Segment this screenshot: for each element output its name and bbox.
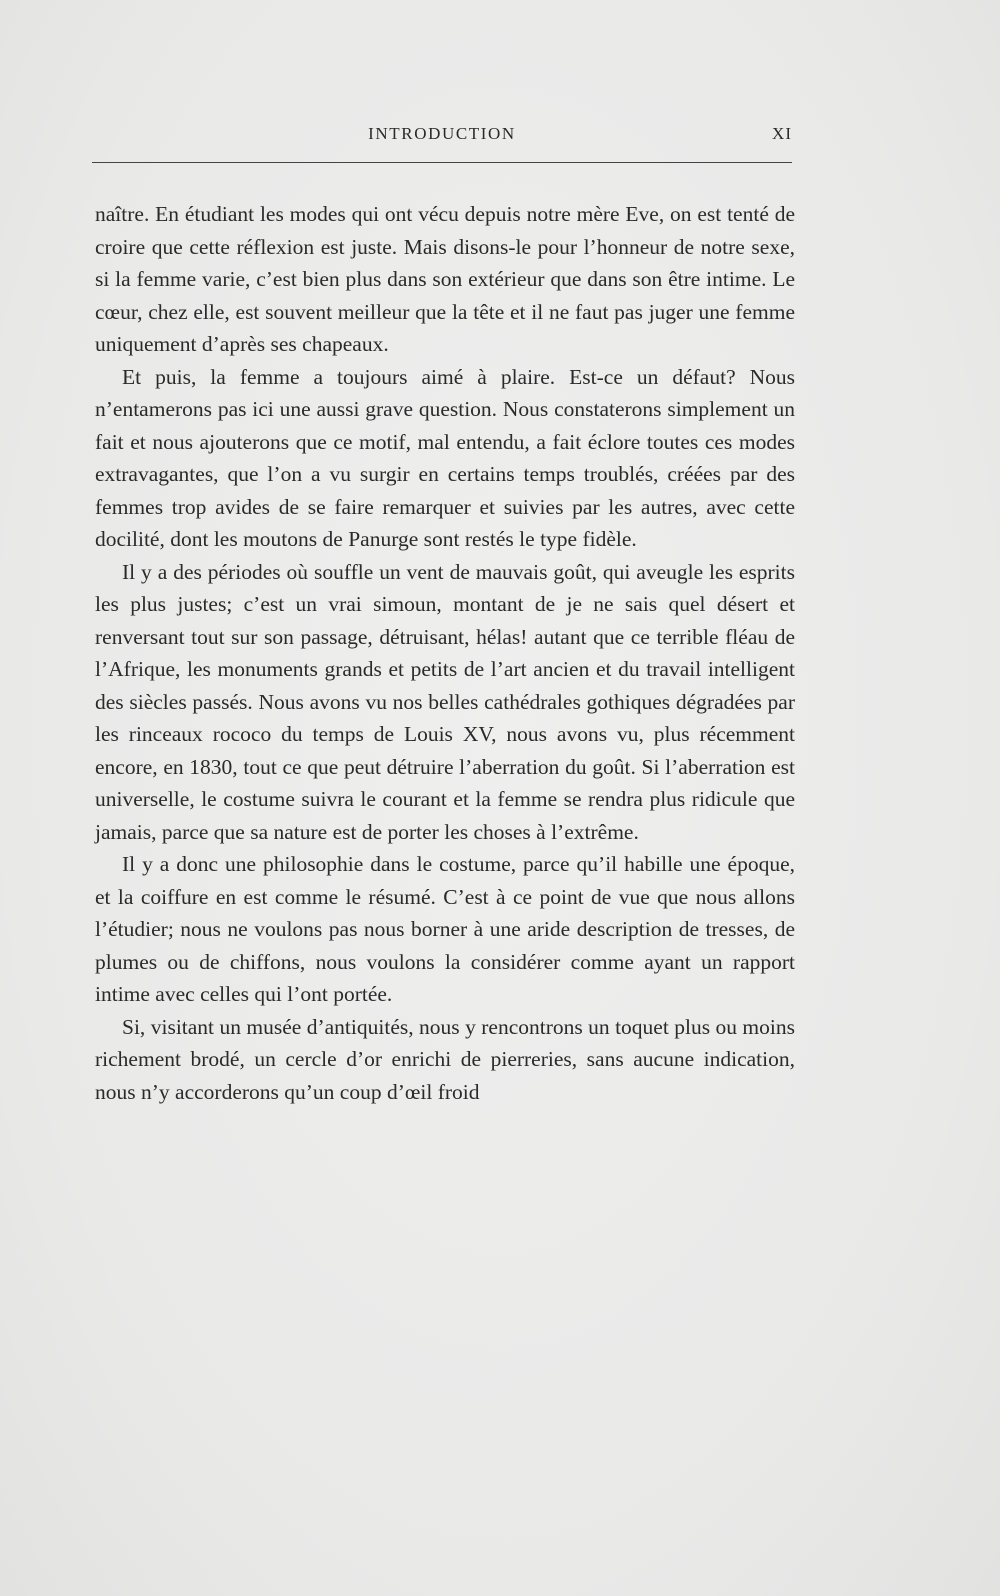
header-rule: [92, 162, 792, 163]
paragraph-1: naître. En étudiant les modes qui ont vécu depuis notre mère Eve, on est tenté de croire que cette réflexion est juste. Mais disons-le pour l’honneur de notre sexe, si la femme varie, c’est bien plus dans son extérieur que dans son être intime. Le cœur, chez elle, est souvent meilleur que la tête et il ne faut pas juger une femme uniquement d’après ses chapeaux.: [95, 202, 795, 356]
paragraph-5: Si, visitant un musée d’antiquités, nous y rencontrons un toquet plus ou moins richement brodé, un cercle d’or enrichi de pierreries, sans aucune indication, nous n’y accorderons qu’un coup d’œil froid: [95, 1014, 795, 1104]
page-number: XI: [772, 124, 792, 143]
paragraph-3: Il y a des périodes où souffle un vent de mauvais goût, qui aveugle les esprits les plus justes; c’est un vrai simoun, montant de je ne sais quel désert et renversant tout sur son passage, détruisant, hélas! autant que ce terrible fléau de l’Afrique, les monuments grands et petits de l’art ancien et du travail intelligent des siècles passés. Nous avons vu nos belles cathédrales gothiques dégradées par les rinceaux rococo du temps de Louis XV, nous avons vu, plus récemment encore, en 1830, tout ce que peut détruire l’aberration du goût. Si l’aberration est universelle, le costume suivra le courant et la femme se rendra plus ridicule que jamais, parce que sa nature est de porter les choses à l’extrême.: [95, 559, 795, 844]
paragraph-4: Il y a donc une philosophie dans le costume, parce qu’il habille une époque, et la coiffure en est comme le résumé. C’est à ce point de vue que nous allons l’étudier; nous ne voulons pas nous borner à une aride description de tresses, de plumes ou de chiffons, nous voulons la considérer comme ayant un rapport intime avec celles qui l’ont portée.: [95, 852, 795, 1006]
body-text: [95, 198, 795, 1108]
running-head: [92, 122, 792, 146]
paragraph-2: Et puis, la femme a toujours aimé à plaire. Est-ce un défaut? Nous n’entamerons pas ici une aussi grave question. Nous constaterons simplement un fait et nous ajouterons que ce motif, mal entendu, a fait éclore toutes ces modes extravagantes, que l’on a vu surgir en certains temps troublés, créées par des femmes trop avides de se faire remarquer et suivies par les autres, avec cette docilité, dont les moutons de Panurge sont restés le type fidèle.: [95, 364, 795, 551]
running-title: INTRODUCTION: [368, 124, 516, 143]
